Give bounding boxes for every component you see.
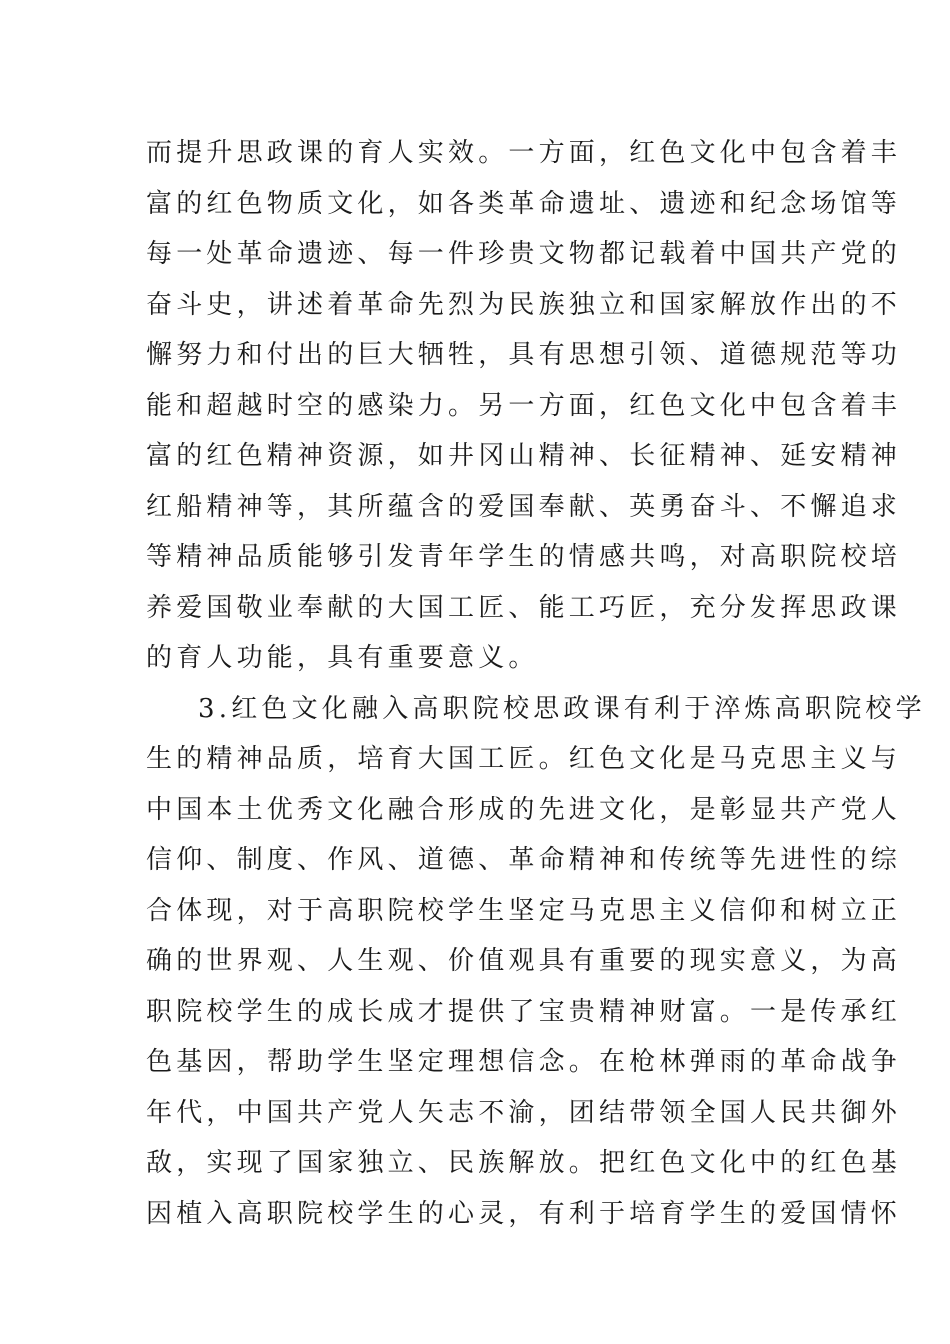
text-line: 懈努力和付出的巨大牺牲，具有思想引领、道德规范等功 [146, 340, 902, 370]
text-line: 红船精神等，其所蕴含的爱国奉献、英勇奋斗、不懈追求 [146, 491, 902, 522]
text-line: 职院校学生的成长成才提供了宝贵精神财富。一是传承红 [146, 996, 902, 1027]
paragraph-2 [146, 684, 926, 1240]
text-line: 确的世界观、人生观、价值观具有重要的现实意义，为高 [146, 946, 902, 976]
text-line: 富的红色精神资源，如井冈山精神、长征精神、延安精神 [146, 441, 902, 471]
text-line: 奋斗史，讲述着革命先烈为民族独立和国家解放作出的不 [146, 289, 902, 320]
text-line: 色基因，帮助学生坚定理想信念。在枪林弹雨的革命战争 [146, 1047, 902, 1077]
text-line: 因植入高职院校学生的心灵，有利于培育学生的爱国情怀 [146, 1198, 902, 1229]
text-line: 敌，实现了国家独立、民族解放。把红色文化中的红色基 [146, 1148, 902, 1178]
text-line: 等精神品质能够引发青年学生的情感共鸣，对高职院校培 [146, 542, 902, 572]
text-line: 养爱国敬业奉献的大国工匠、能工巧匠，充分发挥思政课 [146, 592, 902, 623]
body-text [146, 128, 926, 1239]
text-line: 合体现，对于高职院校学生坚定马克思主义信仰和树立正 [146, 895, 902, 926]
text-line: 信仰、制度、作风、道德、革命精神和传统等先进性的综 [146, 845, 902, 875]
paragraph-1 [146, 128, 902, 684]
text-line: 年代，中国共产党人矢志不渝，团结带领全国人民共御外 [146, 1097, 902, 1128]
text-line: 富的红色物质文化，如各类革命遗址、遗迹和纪念场馆等 [146, 188, 902, 219]
text-line: 中国本土优秀文化融合形成的先进文化，是彰显共产党人 [146, 794, 902, 825]
text-line: 3.红色文化融入高职院校思政课有利于淬炼高职院校学 [198, 693, 926, 724]
text-line: 能和超越时空的感染力。另一方面，红色文化中包含着丰 [146, 390, 902, 421]
text-line: 每一处革命遗迹、每一件珍贵文物都记载着中国共产党的 [146, 239, 902, 269]
text-line: 的育人功能，具有重要意义。 [146, 643, 539, 673]
text-line: 生的精神品质，培育大国工匠。红色文化是马克思主义与 [146, 744, 902, 774]
text-line: 而提升思政课的育人实效。一方面，红色文化中包含着丰 [146, 138, 902, 168]
